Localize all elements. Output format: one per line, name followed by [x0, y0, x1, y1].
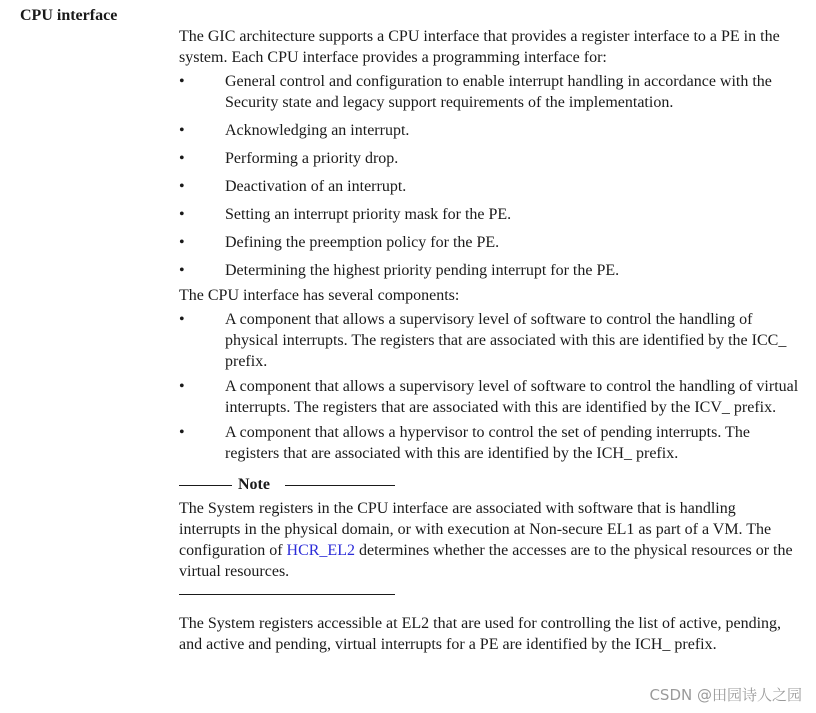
list-item [179, 204, 799, 225]
bullet-icon: • [179, 234, 185, 251]
list-item [179, 422, 799, 464]
bullet-icon: • [179, 150, 185, 167]
bullet-icon: • [179, 178, 185, 195]
note-end-rule [179, 594, 395, 595]
list-item [179, 309, 799, 372]
list-item [179, 376, 799, 418]
list-item-text: Acknowledging an interrupt. [225, 122, 410, 139]
components-intro: The CPU interface has several components: [179, 287, 460, 304]
list-item [179, 260, 799, 281]
bullet-icon: • [179, 206, 185, 223]
bullet-icon: • [179, 424, 185, 441]
closing-paragraph: The System registers accessible at EL2 that are used for controlling the list of active, pending, and active and pending, virtual interrupts for a PE are identified by the ICH_ prefix. [179, 615, 782, 653]
list-item-text: Deactivation of an interrupt. [225, 178, 407, 195]
intro-paragraph: The GIC architecture supports a CPU interface that provides a register interface to a PE in the system. Each CPU interface provides a programming interface for: [179, 28, 780, 66]
bullet-icon: • [179, 122, 185, 139]
section-heading: CPU interface [20, 7, 118, 24]
section-body [179, 26, 799, 655]
watermark: CSDN @田园诗人之园 [649, 686, 802, 704]
list-item-text: General control and configuration to enable interrupt handling in accordance with the Security state and legacy support requirements of the implementation. [225, 73, 772, 111]
list-item-text: A component that allows a hypervisor to control the set of pending interrupts. The registers that are associated with this are identified by the ICH_ prefix. [225, 424, 750, 462]
hcr-el2-link[interactable]: HCR_EL2 [286, 542, 355, 559]
list-item-text: Determining the highest priority pending interrupt for the PE. [225, 262, 620, 279]
note-rule-left [179, 485, 232, 486]
note-rule-right [285, 485, 395, 486]
bullet-icon: • [179, 262, 185, 279]
component-list [179, 309, 799, 464]
note-text-after: determines whether the accesses are to the physical resources or the virtual resources. [179, 542, 793, 580]
note-header [179, 474, 395, 496]
list-item [179, 176, 799, 197]
list-item-text: Defining the preemption policy for the PE. [225, 234, 500, 251]
list-item-text: A component that allows a supervisory level of software to control the handling of physical interrupts. The registers that are associated with this are identified by the ICC_ prefix. [225, 311, 787, 370]
bullet-icon: • [179, 311, 185, 328]
list-item-text: Performing a priority drop. [225, 150, 399, 167]
note-paragraph [179, 498, 799, 582]
list-item [179, 71, 799, 113]
list-item-text: Setting an interrupt priority mask for the PE. [225, 206, 512, 223]
list-item [179, 120, 799, 141]
list-item [179, 148, 799, 169]
interface-list [179, 71, 799, 281]
note-label: Note [238, 476, 270, 493]
bullet-icon: • [179, 378, 185, 395]
list-item-text: A component that allows a supervisory level of software to control the handling of virtual interrupts. The registers that are associated with this are identified by the ICV_ prefix. [225, 378, 799, 416]
list-item [179, 232, 799, 253]
bullet-icon: • [179, 73, 185, 90]
note-text-before: The System registers in the CPU interface are associated with software that is handling interrupts in the physical domain, or with execution at Non-secure EL1 as part of a VM. The configuration of [179, 500, 772, 559]
